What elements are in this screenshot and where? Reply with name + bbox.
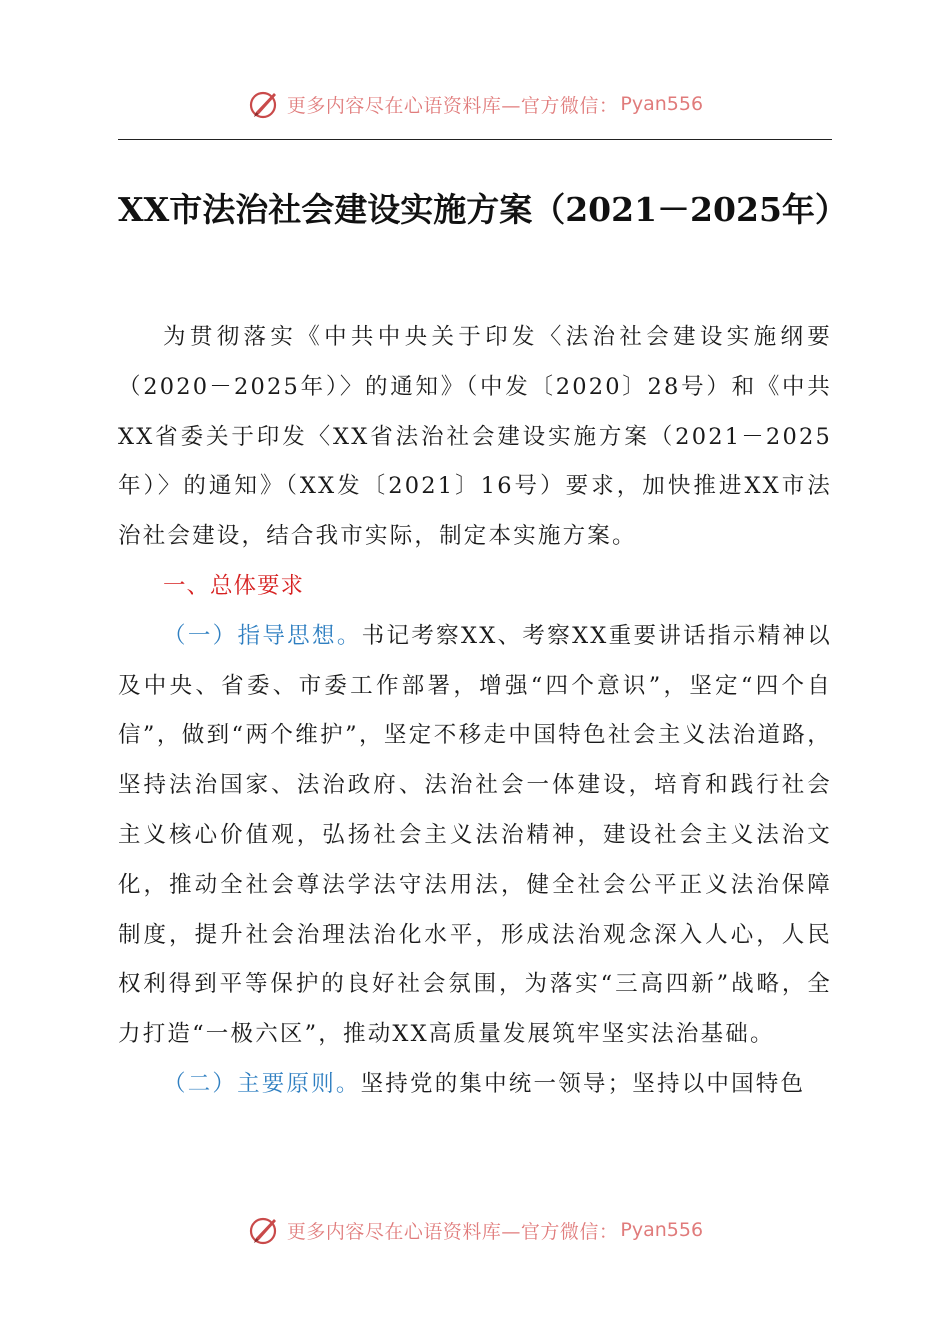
header-watermark bbox=[0, 84, 950, 124]
main-principles-label: （二）主要原则。 bbox=[163, 1070, 361, 1097]
section-heading bbox=[118, 562, 832, 612]
document-body bbox=[118, 313, 832, 1110]
watermark-text: 更多内容尽在心语资料库—官方微信： bbox=[286, 1220, 619, 1243]
section-heading-text: 一、总体要求 bbox=[163, 572, 305, 599]
watermark-handle: Pyan556 bbox=[620, 93, 704, 115]
intro-paragraph: 为贯彻落实《中共中央关于印发〈法治社会建设实施纲要（2020－2025年）〉的通知》（中发〔2020〕28号）和《中共XX省委关于印发〈XX省法治社会建设实施方案（2021－2025年）〉的通知》（XX发〔2021〕16号）要求，加快推进XX市法治社会建设，结合我市实际，制定本实施方案。 bbox=[118, 324, 832, 550]
quill-logo-icon bbox=[247, 1213, 281, 1247]
header-divider bbox=[118, 139, 832, 140]
guiding-ideology-label: （一）指导思想。 bbox=[163, 622, 362, 649]
main-principles-paragraph bbox=[118, 1060, 832, 1110]
guiding-ideology-text: 书记考察XX、考察XX重要讲话指示精神以及中央、省委、市委工作部署，增强“四个意识”，坚定“四个自信”，做到“两个维护”，坚定不移走中国特色社会主义法治道路，坚持法治国家、法治政府、法治社会一体建设，培育和践行社会主义核心价值观，弘扬社会主义法治精神，建设社会主义法治文化，推动全社会尊法学法守法用法，健全社会公平正义法治保障制度，提升社会治理法治化水平，形成法治观念深入人心，人民权利得到平等保护的良好社会氛围，为落实“三高四新”战略，全力打造“一极六区”，推动XX高质量发展筑牢坚实法治基础。 bbox=[118, 622, 832, 1048]
guiding-ideology-paragraph bbox=[118, 612, 832, 1060]
document-title: XX市法治社会建设实施方案（2021－2025年） bbox=[118, 190, 848, 229]
watermark-text: 更多内容尽在心语资料库—官方微信： bbox=[286, 94, 619, 117]
footer-watermark bbox=[0, 1210, 950, 1250]
quill-logo-icon bbox=[247, 87, 281, 121]
main-principles-text: 坚持党的集中统一领导；坚持以中国特色 bbox=[360, 1070, 806, 1097]
watermark-handle: Pyan556 bbox=[620, 1219, 704, 1241]
